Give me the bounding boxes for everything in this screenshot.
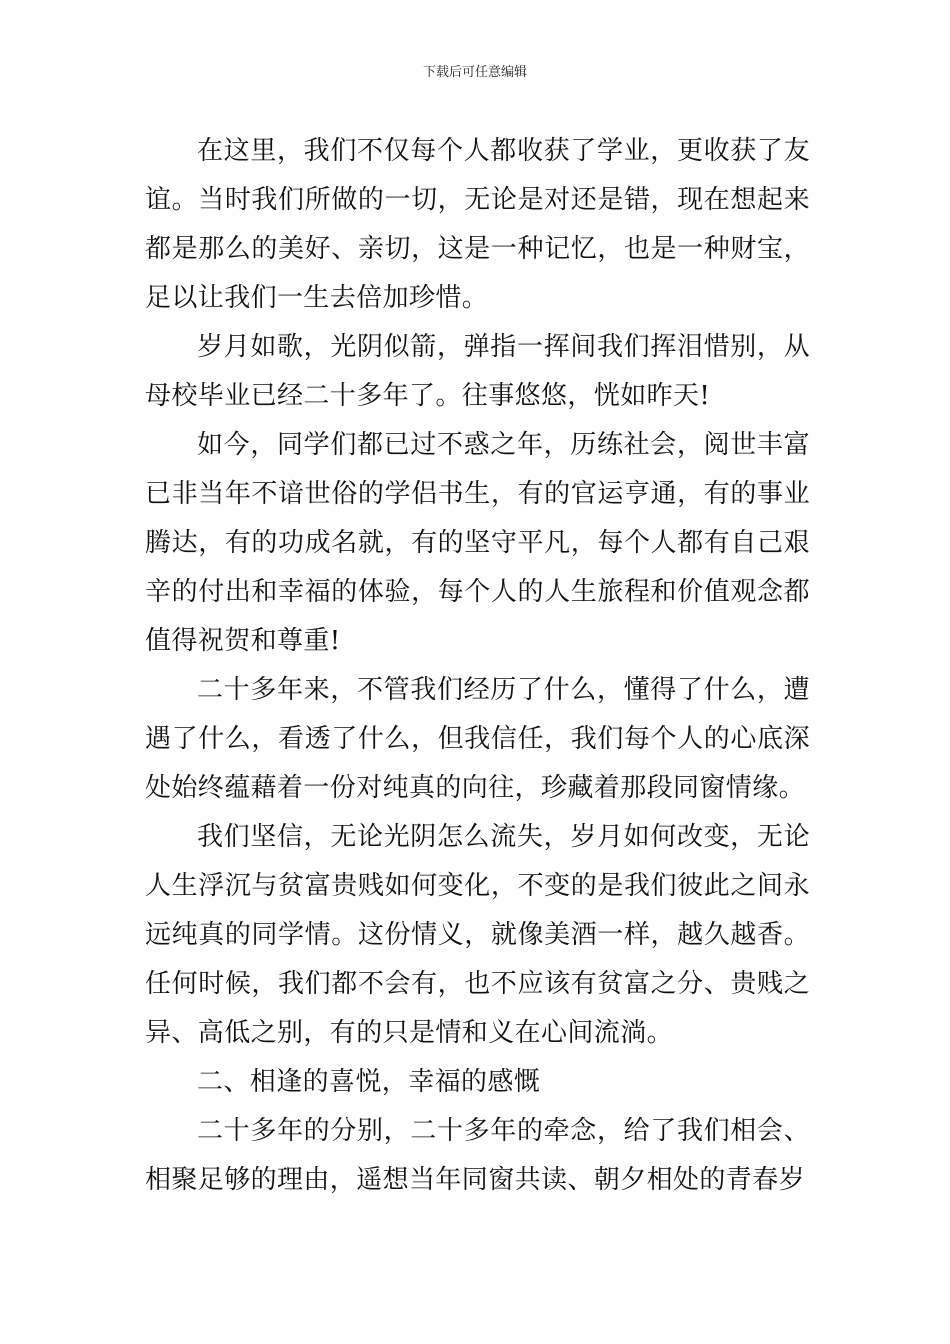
paragraph-twenty-years: 二十多年来，不管我们经历了什么，懂得了什么，遭遇了什么，看透了什么，但我信任，我们每个人的心底深处始终蕴藉着一份对纯真的向往，珍藏着那段同窗情缘。 bbox=[145, 675, 810, 803]
document-body bbox=[145, 127, 810, 1205]
section-heading: 二、相逢的喜悦，幸福的感慨 bbox=[197, 1067, 541, 1097]
paragraph-reunion: 二十多年的分别，二十多年的牵念，给了我们相会、相聚足够的理由，遥想当年同窗共读、朝夕相处的青春岁 bbox=[145, 1116, 810, 1195]
page-header: 下载后可任意编辑 bbox=[422, 65, 527, 80]
paragraph-years-like-song: 岁月如歌，光阴似箭，弹指一挥间我们挥泪惜别，从母校毕业已经二十多年了。往事悠悠，恍如昨天! bbox=[145, 332, 810, 411]
paragraph-classmates-today: 如今，同学们都已过不惑之年，历练社会，阅世丰富已非当年不谙世俗的学侣书生，有的官运亨通，有的事业腾达，有的功成名就，有的坚守平凡，每个人都有自己艰辛的付出和幸福的体验，每个人的人生旅程和价值观念都值得祝贺和尊重! bbox=[145, 430, 810, 656]
paragraph-friendship: 在这里，我们不仅每个人都收获了学业，更收获了友谊。当时我们所做的一切，无论是对还是错，现在想起来都是那么的美好、亲切，这是一种记忆，也是一种财宝，足以让我们一生去倍加珍惜。 bbox=[145, 136, 810, 313]
paragraph-we-believe: 我们坚信，无论光阴怎么流失，岁月如何改变，无论人生浮沉与贫富贵贱如何变化，不变的是我们彼此之间永远纯真的同学情。这份情义，就像美酒一样，越久越香。任何时候，我们都不会有，也不应该有贫富之分、贵贱之异、高低之别，有的只是情和义在心间流淌。 bbox=[145, 822, 810, 1048]
